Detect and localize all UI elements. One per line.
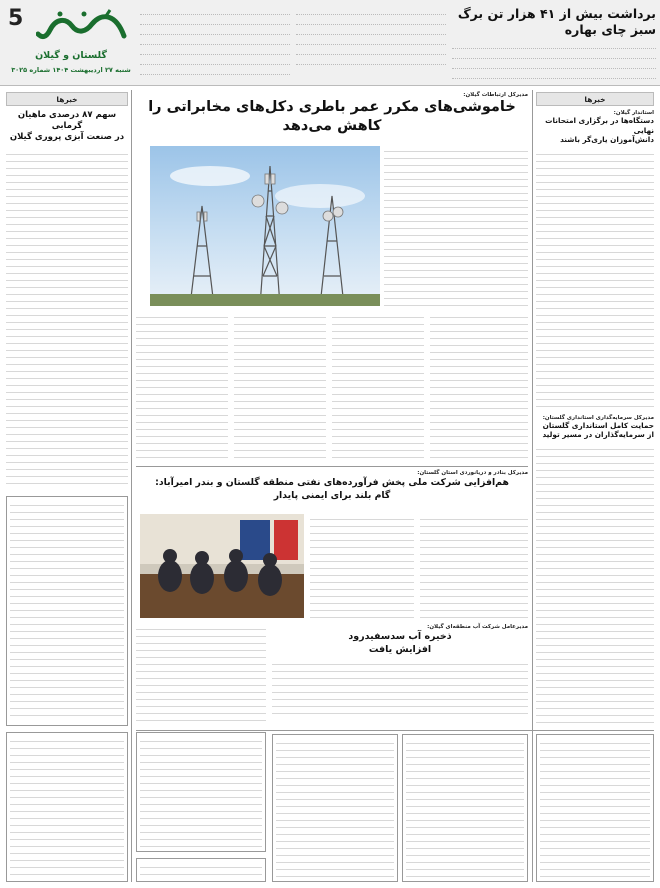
lead-story-col-4: [430, 312, 528, 462]
second-story-col-3: [136, 624, 266, 724]
third-story-headline-1: ذخیره آب سدسفیدرود: [348, 631, 452, 642]
bottom-ad-5-body: [10, 736, 124, 878]
bottom-ad-2: [402, 734, 528, 882]
right-column-divider: [532, 90, 533, 882]
lead-story-headline-1: خاموشی‌های مکرر عمر باطری دکل‌های مخابراتی را: [148, 99, 516, 115]
right-news-headline-2: دانش‌آموزان یاری‌گر باشند: [560, 135, 654, 144]
third-story-kicker: مدیرعامل شرکت آب منطقه‌ای گیلان:: [427, 624, 528, 630]
header-article-col-2: [296, 8, 446, 82]
telecom-tower-icon: [150, 146, 380, 306]
lead-story-col-1: [136, 312, 228, 462]
masthead-logo: [36, 8, 132, 46]
ads-top-rule: [136, 730, 654, 731]
bottom-ad-3: [536, 734, 654, 882]
meeting-photo-icon: [140, 514, 304, 618]
second-story-kicker: مدیرکل بنادر و دریانوردی استان گلستان:: [417, 470, 528, 476]
right-news-label: خبرها: [536, 92, 654, 106]
lead-story-headline-2: کاهش می‌دهد: [282, 118, 382, 134]
lead-story-kicker: مدیرکل ارتباطات گیلان:: [463, 92, 528, 98]
bottom-ad-2-body: [406, 738, 524, 878]
lead-story-bottom-rule: [136, 466, 528, 467]
third-story: [272, 624, 528, 728]
dateline: شنبه ۲۷ اردیبهشت ۱۴۰۴ شماره ۳۰۲۵: [11, 66, 131, 74]
second-story-col-1: [310, 514, 414, 618]
left-column-divider: [131, 90, 132, 882]
lead-story-col-2: [234, 312, 326, 462]
right-news-headline-1: دستگاه‌ها در برگزاری امتحانات نهایی: [545, 116, 654, 135]
left-ad-block: [6, 496, 128, 726]
page-number: 5: [8, 6, 24, 31]
lead-story-col-3: [332, 312, 424, 462]
right-news-headline2-1: حمایت کامل استانداری گلستان: [542, 420, 654, 430]
second-story-photo: [140, 514, 304, 618]
right-news-body-2: [536, 444, 654, 724]
masthead: [6, 4, 134, 82]
bottom-ad-3-body: [540, 738, 650, 878]
bottom-ad-4: [136, 858, 266, 882]
right-news-headline2-2: از سرمایه‌گذاران در مسیر تولید: [542, 430, 654, 439]
third-story-body: [272, 659, 528, 719]
bottom-ad-4-body: [140, 862, 262, 878]
left-small-ad-body: [140, 736, 262, 848]
top-story-headline: برداشت بیش از ۴۱ هزار تن برگ سبز چای بهاره: [457, 6, 656, 37]
left-news-body: [6, 149, 128, 489]
second-story-headline-2: گام بلند برای ایمنی پایدار: [273, 490, 391, 501]
left-news: [6, 110, 128, 490]
bottom-ad-1-body: [276, 738, 394, 878]
lead-story-intro: [384, 146, 528, 306]
bottom-ad-5: [6, 732, 128, 882]
section-label: گلستان و گیلان: [35, 50, 107, 61]
second-story-headline-1: هم‌افزایی شرکت ملی پخش فرآورده‌های نفتی منطقه گلستان و بندر امیرآباد:: [155, 477, 509, 488]
left-small-ad: [136, 732, 266, 852]
lead-story-photo: [150, 146, 380, 306]
third-story-headline-2: افزایش یافت: [368, 644, 432, 655]
left-news-headline-2: در صنعت آبزی پروری گیلان: [9, 132, 125, 142]
second-story-col-2: [420, 514, 528, 618]
right-news-body: [536, 149, 654, 409]
left-ad-body: [10, 500, 124, 722]
top-story-body: [452, 42, 656, 82]
header-article-col-1: [140, 8, 290, 82]
bottom-ad-1: [272, 734, 398, 882]
left-news-label: خبرها: [6, 92, 128, 106]
second-story: [136, 470, 528, 510]
right-news-kicker: استاندار گیلان:: [613, 110, 654, 116]
right-news-kicker-2: مدیرکل سرمایه‌گذاری استانداری گلستان:: [542, 414, 654, 421]
top-story: [452, 6, 656, 82]
left-news-headline-1: سهم ۸۷ درصدی ماهیان گرمابی: [17, 110, 117, 131]
logo-icon: [36, 8, 132, 46]
right-news: [536, 110, 654, 730]
